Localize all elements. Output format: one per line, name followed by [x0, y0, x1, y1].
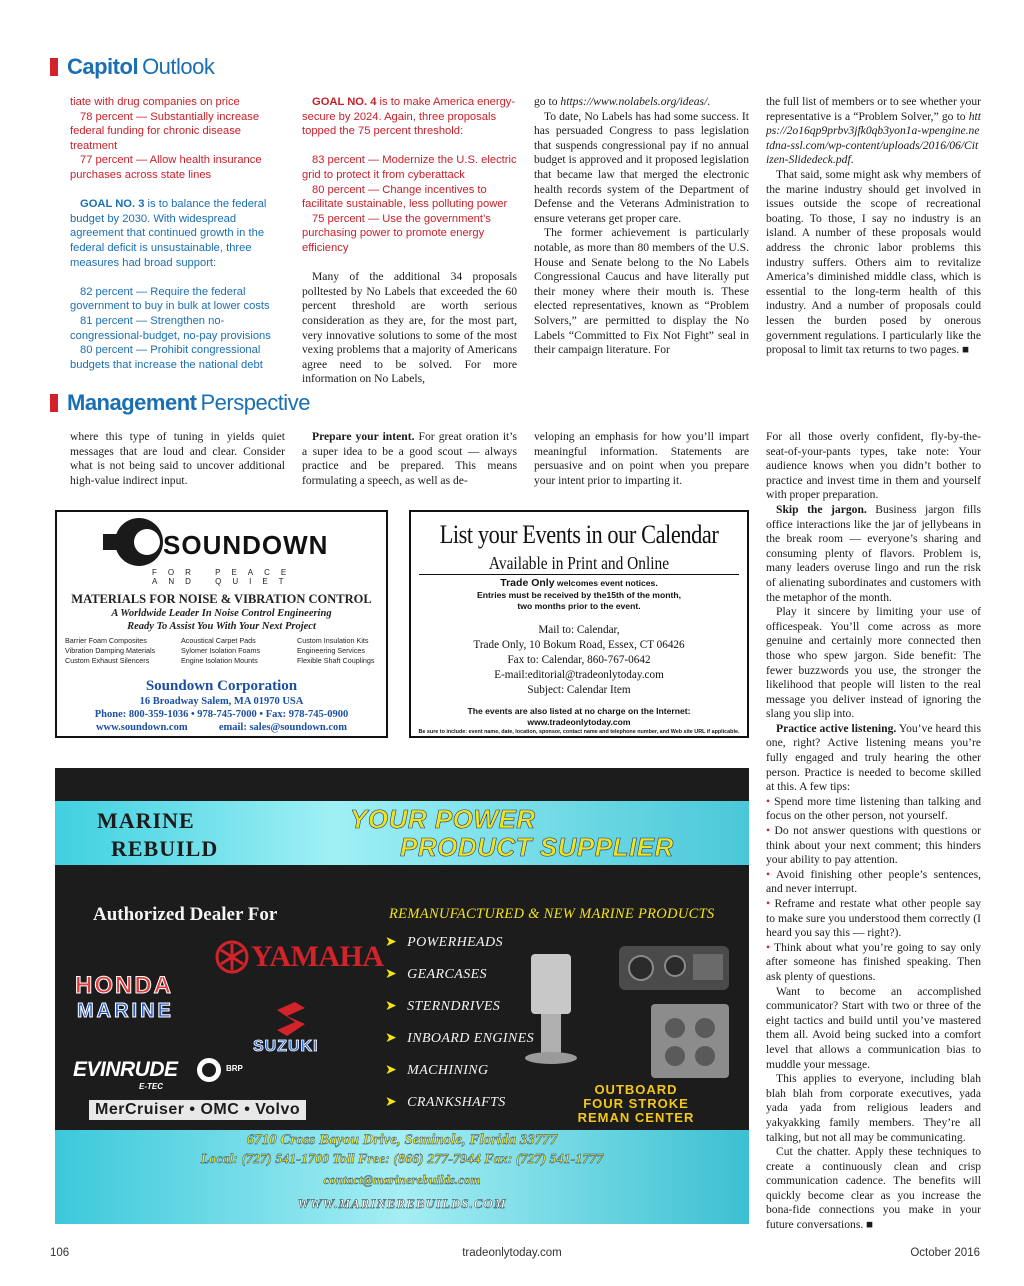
section-marker: [50, 58, 58, 76]
paragraph: That said, some might ask why members of the marine industry should get involved in issues outside the scope of recreational boating. To those, I say no industry is an island. A number of these proposals would address the chronic labor problems this industry suffers. Others aim to revitalize America’s diminished middle class, which is essential to the long-term health of this industry. And a number of proposals could lessen the burden posed by onerous government regulations. I particularly like the proposal to limit tax returns to two pages. ■: [766, 167, 981, 357]
capitol-column-4: [766, 95, 981, 358]
section-title-light: Outlook: [142, 54, 215, 79]
section-title-bold: Management: [67, 390, 197, 415]
soundown-sub1: A Worldwide Leader In Noise Control Engineering: [111, 608, 332, 619]
section-title-bold: Capitol: [67, 54, 139, 79]
paragraph: Many of the additional 34 proposals polltested by No Labels that exceeded the 60 percent threshold are worth serious consideration as they are, for the most part, very innovative solutions to some of the most vexing problems that a majority of Americans agree need to be solved. For more information on No Labels,: [302, 270, 517, 386]
marine-slogan-1: YOUR POWER: [350, 804, 536, 834]
paragraph: the full list of members or to see whether your representative is a “Problem Solver,” go to https://2o16qp9prbv3jfk0qb3yon1a-wpengine.netdna-ssl.com/wp-content/uploads/2016/06/Citizen-Slidedeck.pdf.: [766, 95, 981, 167]
soundown-phone: Phone: 800-359-1036 • 978-745-7000 • Fax: 978-745-0900: [94, 709, 349, 720]
divider: [419, 574, 739, 575]
marine-logo-line3: SPECIALISTS, INC.: [125, 864, 342, 889]
soundown-tagline: FOR PEACE AND QUIET: [152, 568, 298, 586]
soundown-wordmark: SOUNDOWN: [163, 530, 329, 560]
calendar-fax: Fax to: Calendar, 860-767-0642: [507, 654, 651, 666]
paragraph: GOAL NO. 3 is to balance the federal budget by 2030. With widespread agreement that continued growth in the federal deficit is unsustainable, three measures had broad support:: [70, 198, 267, 269]
bullet-icon: •: [766, 940, 771, 954]
paragraph: 78 percent — Substantially increase federal funding for chronic disease treatment: [70, 110, 260, 152]
soundown-corp: Soundown Corporation: [145, 678, 298, 694]
arrow-icon: ➤: [385, 999, 398, 1014]
mgmt-column-3: [534, 430, 749, 488]
paragraph: Prepare your intent. For great oration it’s a super idea to be a good scout — always practice and be prepared. This means formulating a speech, as well as de-: [302, 430, 517, 487]
footer-date: October 2016: [910, 1247, 980, 1259]
marine-phones: Local: (727) 541-1700 Toll Free: (866) 277-7944 Fax: (727) 541-1777: [200, 1152, 604, 1167]
arrow-icon: ➤: [385, 1031, 398, 1046]
service-item: ➤ CRANKSHAFTS: [385, 1095, 506, 1110]
product-item: Engineering Services: [297, 645, 365, 655]
bullet-icon: •: [766, 867, 771, 881]
bullet-icon: •: [766, 897, 771, 910]
reman-heading: REMANUFACTURED & NEW MARINE PRODUCTS: [389, 906, 715, 922]
calendar-notice: Trade Only welcomes event notices.: [500, 577, 658, 589]
bullet-icon: •: [766, 824, 771, 838]
footer-site: tradeonlytoday.com: [462, 1247, 562, 1259]
section-marker: [50, 394, 58, 412]
outboard-line: REMAN CENTER: [577, 1110, 695, 1125]
paragraph: veloping an emphasis for how you’ll impart meaningful information. Statements are persuasive and on point when you prepare your intent prior to imparting it.: [534, 430, 749, 487]
subhead: Skip the jargon.: [776, 502, 867, 516]
capitol-column-1: [70, 95, 282, 372]
bullet-icon: •: [766, 794, 771, 808]
marine-address: 6710 Cross Bayou Drive, Seminole, Florida 33777: [246, 1132, 558, 1148]
link-nolabels[interactable]: https://www.nolabels.org/ideas/: [560, 95, 708, 108]
capitol-column-3: [534, 95, 749, 358]
paragraph: 80 percent — Prohibit congressional budgets that increase the national debt: [70, 344, 263, 371]
lower-unit-image: [511, 948, 591, 1068]
calendar-title: List your Events in our Calendar: [439, 520, 719, 549]
arrow-icon: ➤: [385, 967, 398, 982]
brp-icon: [195, 1056, 223, 1084]
paragraph: The former achievement is particularly notable, as more than 80 members of the U.S. House and Senate belong to the No Labels Congressional Caucus and have literally put their money where their mouth is. These elected representatives, known as “Problem Solvers,” are permitted to display the No Labels “Committed to Fix Not Fight” seal in their campaign literature. For: [534, 226, 749, 357]
etec-logo: E-TEC: [139, 1082, 163, 1091]
bullet-item: • Think about what you’re going to say only after someone has finished speaking. Then ask plenty of questions.: [766, 940, 981, 983]
subhead: Practice active listening.: [776, 721, 897, 735]
page-number: 106: [50, 1247, 70, 1259]
paragraph: tiate with drug companies on price: [70, 96, 240, 108]
calendar-nocharge: The events are also listed at no charge on the Internet:: [467, 706, 691, 716]
soundown-headline: MATERIALS FOR NOISE & VIBRATION CONTROL: [71, 592, 372, 606]
soundown-address: 16 Broadway Salem, MA 01970 USA: [139, 696, 304, 707]
paragraph: GOAL NO. 4 is to make America energy-secure by 2024. Again, three proposals topped the 75 percent threshold:: [302, 96, 516, 138]
brp-logo: BRP: [226, 1064, 243, 1073]
soundown-email-link[interactable]: email: sales@soundown.com: [218, 722, 348, 733]
product-item: Sylomer Isolation Foams: [181, 645, 261, 655]
product-item: Custom Exhaust Silencers: [65, 655, 150, 665]
bullet-item: • Spend more time listening than talking and focus on the other person, not yourself.: [766, 794, 981, 823]
arrow-icon: ➤: [385, 935, 398, 950]
product-item: Vibration Damping Materials: [65, 645, 156, 655]
engine-image: [615, 936, 735, 996]
calendar-deadline-2: two months prior to the event.: [517, 601, 641, 611]
honda-marine-logo: MARINE: [77, 1000, 174, 1022]
calendar-deadline: Entries must be received by the15th of the month,: [477, 590, 681, 600]
soundown-sub2: Ready To Assist You With Your Next Project: [127, 621, 316, 632]
marine-rebuild-ad[interactable]: [55, 768, 749, 1224]
marine-website-link[interactable]: WWW.MARINEREBUILDS.COM: [297, 1196, 507, 1211]
paragraph: Skip the jargon. Business jargon fills office interactions like the jar of jellybeans in the break room — everyone’s sharing and consuming plenty of flavors. Problem is, many leaders overuse lingo and run the risk of alienating subordinates and customers with the metaphor of the month.: [766, 502, 982, 604]
paragraph: 77 percent — Allow health insurance purchases across state lines: [70, 154, 262, 181]
outboard-badge: [561, 1083, 711, 1125]
arrow-icon: ➤: [385, 1095, 398, 1110]
yamaha-logo: YAMAHA: [251, 940, 384, 973]
section-header-management-perspective: [50, 390, 310, 416]
service-item: ➤ POWERHEADS: [385, 935, 503, 950]
service-item: ➤ INBOARD ENGINES: [385, 1031, 535, 1046]
calendar-subtitle: Available in Print and Online: [488, 553, 670, 573]
marine-logo-line2: REBUILD: [111, 836, 219, 861]
paragraph: 83 percent — Modernize the U.S. electric grid to protect it from cyberattack: [302, 154, 517, 181]
capitol-column-2: [302, 95, 517, 387]
paragraph: go to https://www.nolabels.org/ideas/.: [534, 95, 711, 108]
soundown-web-row: [57, 722, 386, 733]
calendar-ad[interactable]: [409, 510, 749, 738]
link-slidedeck[interactable]: https://2o16qp9prbv3jfk0qb3yon1a-wpengine.netdna-ssl.com/wp-content/uploads/2016/06/Citizen-Slidedeck.pdf: [766, 109, 981, 167]
calendar-address: Trade Only, 10 Bokum Road, Essex, CT 06426: [473, 639, 685, 651]
product-item: Barrier Foam Composites: [65, 636, 147, 645]
bullet-item: • Avoid finishing other people’s sentences, and never interrupt.: [766, 867, 982, 896]
outboard-line: FOUR STROKE: [583, 1096, 689, 1111]
section-header-capitol-outlook: [50, 54, 214, 80]
suzuki-logo: SUZUKI: [253, 1038, 319, 1055]
bullet-item: • Reframe and restate what other people say to make sure you understood them correctly (I heard you say this — right?).: [766, 897, 981, 940]
marine-slogan-2: PRODUCT SUPPLIER: [400, 832, 674, 862]
mercruiser-omc-volvo-logo: MerCruiser • OMC • Volvo: [89, 1100, 306, 1120]
goal-label: GOAL NO. 3: [80, 198, 145, 211]
engine-block-image: [645, 998, 735, 1084]
goal-label: GOAL NO. 4: [312, 96, 377, 108]
paragraph: This applies to everyone, including blah blah blah from corporate executives, yada yada yada from religious leaders and yakyakking family members. They’re all talking, but not all may be communicating.: [766, 1072, 981, 1144]
paragraph: 80 percent — Change incentives to facilitate sustainable, less polluting power: [302, 183, 508, 211]
calendar-mail: Mail to: Calendar,: [538, 624, 620, 636]
soundown-products: [65, 636, 385, 665]
calendar-fine-print: Be sure to include: event name, date, location, sponsor, contact name and telephone number, and Web site URL if applicable.: [418, 729, 740, 735]
service-item: ➤ MACHINING: [385, 1063, 489, 1078]
service-item: ➤ STERNDRIVES: [385, 999, 501, 1014]
calendar-site-link[interactable]: www.tradeonlytoday.com: [527, 717, 631, 727]
mgmt-column-1: [70, 430, 285, 488]
paragraph: Want to become an accomplished communicator? Start with two or three of the eight tactics and build until you’ve mastered them all. Avoid being sucked into a comfort level that allows a communication bias to muddle your message.: [766, 984, 981, 1071]
service-item: ➤ GEARCASES: [385, 967, 487, 982]
calendar-email[interactable]: E-mail:editorial@tradeonlytoday.com: [494, 669, 664, 681]
yamaha-tuning-fork-icon: [215, 940, 249, 974]
soundown-ad[interactable]: [55, 510, 388, 738]
paragraph: To date, No Labels has had some success. It has persuaded Congress to pass legislation that suspends congressional pay if no annual budget is approved and it proposed legislation that became law that merged the electronic health records system of the Department of Defense and the Veterans Administration to ensure veterans get proper care.: [534, 109, 749, 225]
evinrude-logo: EVINRUDE: [73, 1058, 178, 1081]
mgmt-column-4: [766, 430, 981, 1233]
soundown-website-link[interactable]: www.soundown.com: [95, 722, 188, 733]
outboard-line: OUTBOARD: [594, 1082, 678, 1097]
paragraph: Practice active listening. You’ve heard this one, right? Active listening means you’re fully engaged and truly hearing the other person. Practice is needed to become skilled at this. A few tips:: [766, 721, 981, 794]
arrow-icon: ➤: [385, 1063, 398, 1078]
mgmt-column-2: [302, 430, 517, 488]
marine-email-link[interactable]: contact@marinerebuilds.com: [323, 1172, 481, 1187]
suzuki-s-icon: [273, 1000, 309, 1038]
trade-only-brand: Trade Only: [500, 577, 555, 589]
subhead: Prepare your intent.: [312, 430, 415, 443]
honda-logo: HONDA: [75, 972, 173, 999]
paragraph: 81 percent — Strengthen no-congressional-budget, no-pay provisions: [70, 314, 271, 342]
section-title-light: Perspective: [200, 390, 310, 415]
paragraph: Play it sincere by limiting your use of officespeak. You’ll come across as more genuine and certainly more connected then those who spew jargon. Side benefit: The fewer buzzwords you use, the stronger the likelihood that people will listen to the real message you deliver instead of ignoring the slang you slip into.: [766, 605, 981, 721]
product-item: Engine Isolation Mounts: [181, 655, 258, 665]
bullet-item: • Do not answer questions with questions or think about your next comment; this hinders your ability to pay attention.: [766, 824, 981, 867]
marine-logo-line1: MARINE: [97, 808, 195, 833]
paragraph: 82 percent — Require the federal government to buy in bulk at lower costs: [70, 285, 270, 313]
paragraph: 75 percent — Use the government’s purchasing power to promote energy efficiency: [302, 212, 491, 254]
calendar-subject: Subject: Calendar Item: [527, 684, 631, 696]
product-item: Acoustical Carpet Pads: [181, 636, 256, 645]
paragraph: where this type of tuning in yields quiet messages that are loud and clear. Consider what is not being said to uncover additional high-value indirect input.: [70, 430, 285, 487]
paragraph: Cut the chatter. Apply these techniques to create a continuously clean and crisp communication cadence. The benefits will quickly become clear as you increase the bona-fide connections you make in your future conversations. ■: [766, 1145, 981, 1232]
product-item: Custom Insulation Kits: [297, 636, 369, 645]
authorized-dealer: Authorized Dealer For: [93, 904, 278, 925]
paragraph: For all those overly confident, fly-by-the-seat-of-your-pants types, take note: Your audience knows when you didn’t bother to practice and invest time in them and yourself with proper preparation.: [766, 430, 981, 502]
product-item: Flexible Shaft Couplings: [297, 655, 375, 665]
